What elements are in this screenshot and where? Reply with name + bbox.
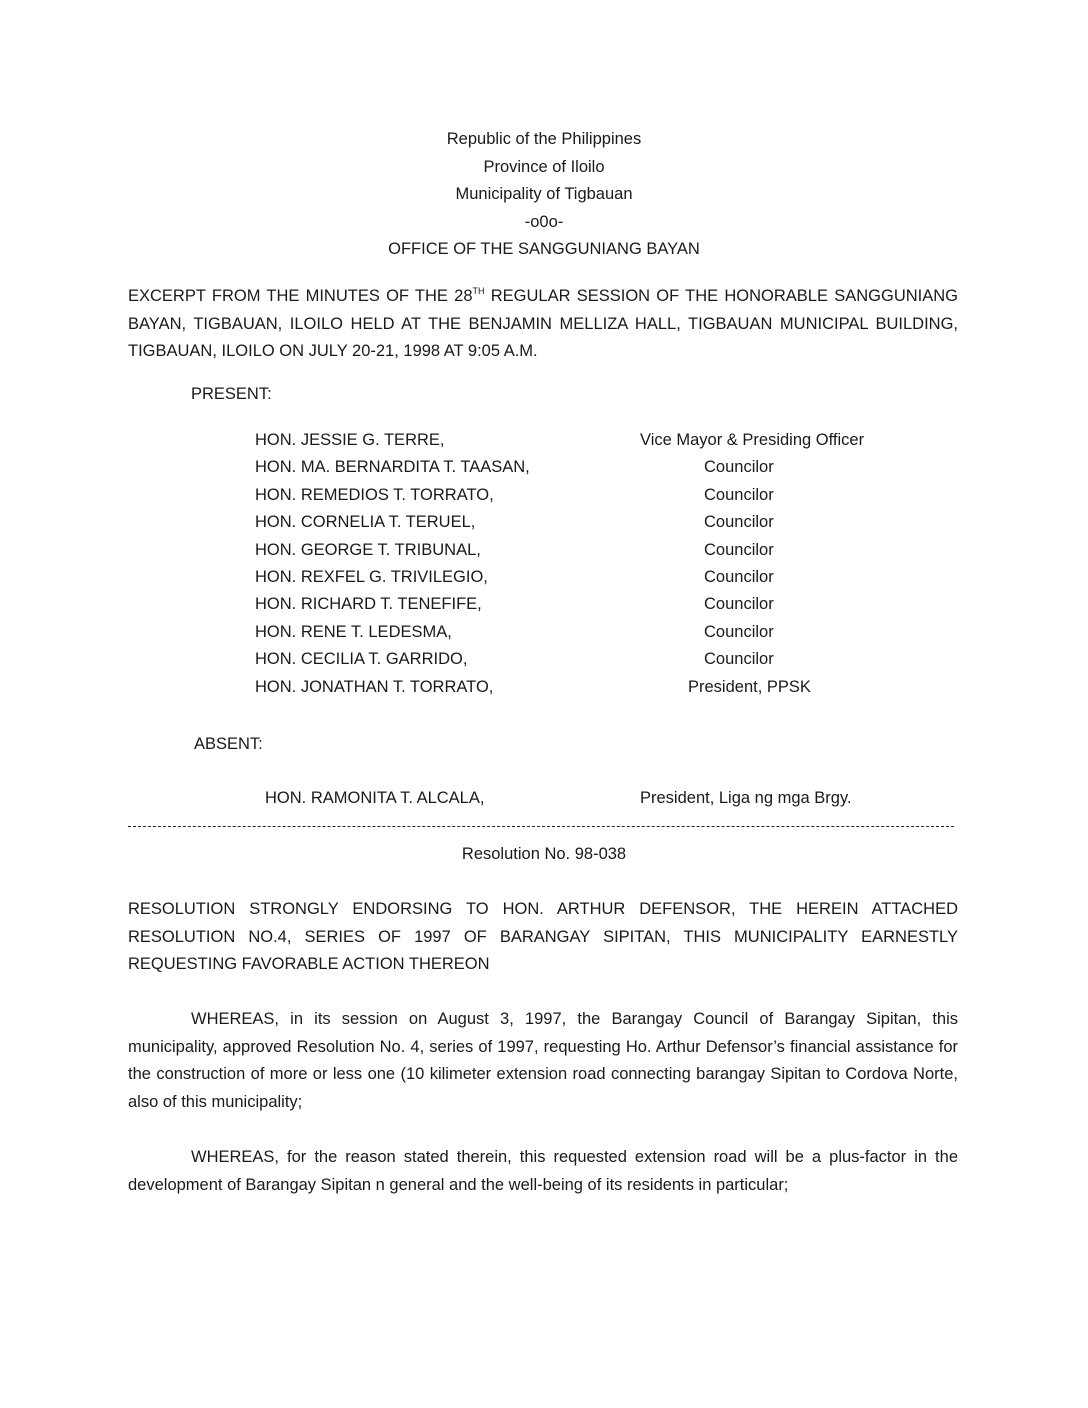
member-name: HON. REXFEL G. TRIVILEGIO, bbox=[255, 568, 488, 586]
whereas-clause: WHEREAS, for the reason stated therein, this requested extension road will be a plus-factor in the development of Barangay Sipitan n general and the well-being of its residents in particular; bbox=[128, 1148, 958, 1194]
member-position: Councilor bbox=[704, 568, 774, 586]
member-position: Councilor bbox=[704, 513, 774, 531]
dashed-separator bbox=[128, 826, 954, 827]
member-position: Vice Mayor & Presiding Officer bbox=[640, 431, 865, 449]
member-name: HON. CORNELIA T. TERUEL, bbox=[255, 513, 476, 531]
member-position: Councilor bbox=[704, 623, 774, 641]
excerpt-text-start: EXCERPT FROM THE MINUTES OF THE 28 bbox=[128, 287, 473, 305]
member-position: President, Liga ng mga Brgy. bbox=[640, 789, 852, 807]
header-republic: Republic of the Philippines bbox=[446, 130, 642, 148]
member-name: HON. JONATHAN T. TORRATO, bbox=[255, 678, 494, 696]
whereas-clause: WHEREAS, in its session on August 3, 1997, the Barangay Council of Barangay Sipitan, this municipality, approved Resolution No. 4, series of 1997, requesting Ho. Arthur Defensor’s financial assistance for the construction of more or less one (10 kilimeter extension road connecting barangay Sipitan to Cordova Norte, also of this municipality; bbox=[128, 1010, 958, 1111]
member-position: Councilor bbox=[704, 458, 774, 476]
member-position: Councilor bbox=[704, 650, 774, 668]
member-name: HON. MA. BERNARDITA T. TAASAN, bbox=[255, 458, 530, 476]
resolution-title: RESOLUTION STRONGLY ENDORSING TO HON. ARTHUR DEFENSOR, THE HEREIN ATTACHED RESOLUTION NO.4, SERIES OF 1997 OF BARANGAY SIPITAN, THIS MUNICIPALITY EARNESTLY REQUESTING FAVORABLE ACTION THEREON bbox=[128, 900, 958, 973]
member-name: HON. JESSIE G. TERRE, bbox=[255, 431, 445, 449]
member-position: Councilor bbox=[704, 486, 774, 504]
member-name: HON. RICHARD T. TENEFIFE, bbox=[255, 595, 482, 613]
resolution-number: Resolution No. 98-038 bbox=[461, 845, 627, 863]
present-label: PRESENT: bbox=[191, 385, 272, 403]
excerpt-paragraph bbox=[128, 283, 958, 366]
excerpt-text-end: REGULAR SESSION OF THE HONORABLE SANGGUNIANG BAYAN, TIGBAUAN, ILOILO HELD AT THE BENJAMIN MELLIZA HALL, TIGBAUAN MUNICIPAL BUILDING, TIGBAUAN, ILOILO ON JULY 20-21, 1998 AT 9:05 A.M. bbox=[128, 287, 958, 360]
member-name: HON. CECILIA T. GARRIDO, bbox=[255, 650, 468, 668]
header-province: Province of Iloilo bbox=[483, 158, 605, 176]
member-position: Councilor bbox=[704, 541, 774, 559]
header-office: OFFICE OF THE SANGGUNIANG BAYAN bbox=[388, 240, 700, 258]
member-position: Councilor bbox=[704, 595, 774, 613]
member-name: HON. RAMONITA T. ALCALA, bbox=[265, 789, 485, 807]
header-ornament: -o0o- bbox=[524, 213, 564, 231]
header-municipality: Municipality of Tigbauan bbox=[455, 185, 633, 203]
excerpt-superscript: TH bbox=[472, 286, 485, 296]
absent-label: ABSENT: bbox=[194, 735, 263, 753]
member-name: HON. REMEDIOS T. TORRATO, bbox=[255, 486, 494, 504]
member-name: HON. GEORGE T. TRIBUNAL, bbox=[255, 541, 481, 559]
member-name: HON. RENE T. LEDESMA, bbox=[255, 623, 452, 641]
member-position: President, PPSK bbox=[688, 678, 811, 696]
